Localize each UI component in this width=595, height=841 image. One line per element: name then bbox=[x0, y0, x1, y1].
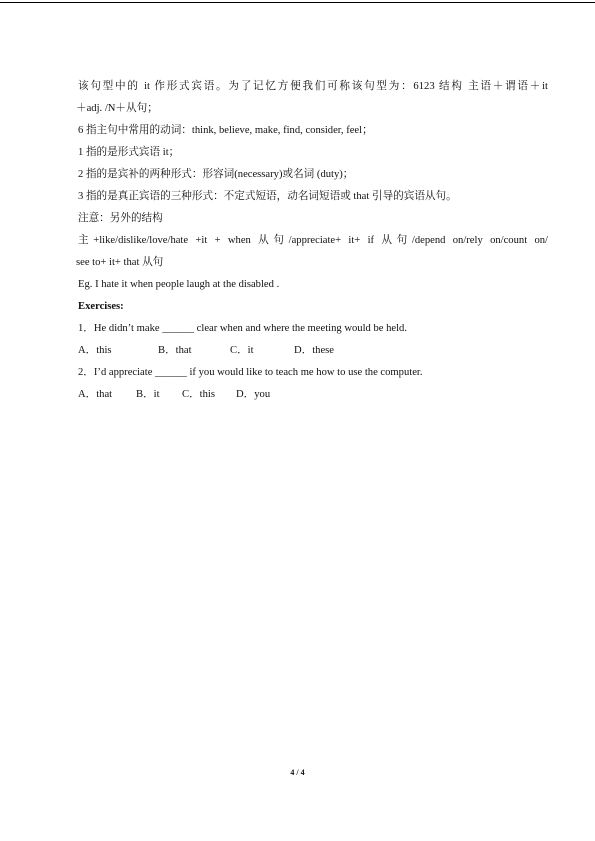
text-line: 该句型中的 it 作形式宾语。为了记忆方便我们可称该句型为：6123 结构 主语＋谓语＋it bbox=[78, 81, 548, 92]
top-border-rule bbox=[0, 2, 595, 3]
option-d: D．these bbox=[294, 345, 335, 356]
question-options bbox=[78, 340, 548, 362]
text-line: 6 指主句中常用的动词：think, believe, make, find, consider, feel； bbox=[78, 125, 373, 136]
text-line: 注意：另外的结构 bbox=[78, 213, 163, 224]
document-body bbox=[78, 76, 548, 406]
option-a: A．this bbox=[78, 345, 112, 356]
option-b: B．that bbox=[158, 345, 192, 356]
option-b: B．it bbox=[136, 389, 160, 400]
option-d: D．you bbox=[236, 389, 271, 400]
text-line: 3 指的是真正宾语的三种形式：不定式短语，动名词短语或 that 引导的宾语从句。 bbox=[78, 191, 457, 202]
exercises-heading: Exercises: bbox=[78, 301, 124, 312]
question-stem: 2．I’d appreciate ______ if you would like to teach me how to use the computer. bbox=[78, 367, 423, 378]
text-line: ＋adj. /N＋从句； bbox=[76, 103, 158, 114]
option-c: C．it bbox=[230, 345, 254, 356]
option-c: C．this bbox=[182, 389, 215, 400]
option-a: A．that bbox=[78, 389, 113, 400]
example-sentence: Eg. I hate it when people laugh at the disabled . bbox=[78, 279, 280, 290]
question-stem: 1．He didn’t make ______ clear when and where the meeting would be held. bbox=[78, 323, 407, 334]
text-line: 主+like/dislike/love/hate +it + when 从句/appreciate+ it+ if 从句/depend on/rely on/count on/ bbox=[78, 235, 548, 246]
text-line: 2 指的是宾补的两种形式：形容词(necessary)或名词 (duty)； bbox=[78, 169, 354, 180]
question-options bbox=[78, 384, 548, 406]
page-number: 4 / 4 bbox=[290, 768, 305, 777]
text-line: see to+ it+ that 从句 bbox=[76, 257, 164, 268]
text-line: 1 指的是形式宾语 it； bbox=[78, 147, 180, 158]
